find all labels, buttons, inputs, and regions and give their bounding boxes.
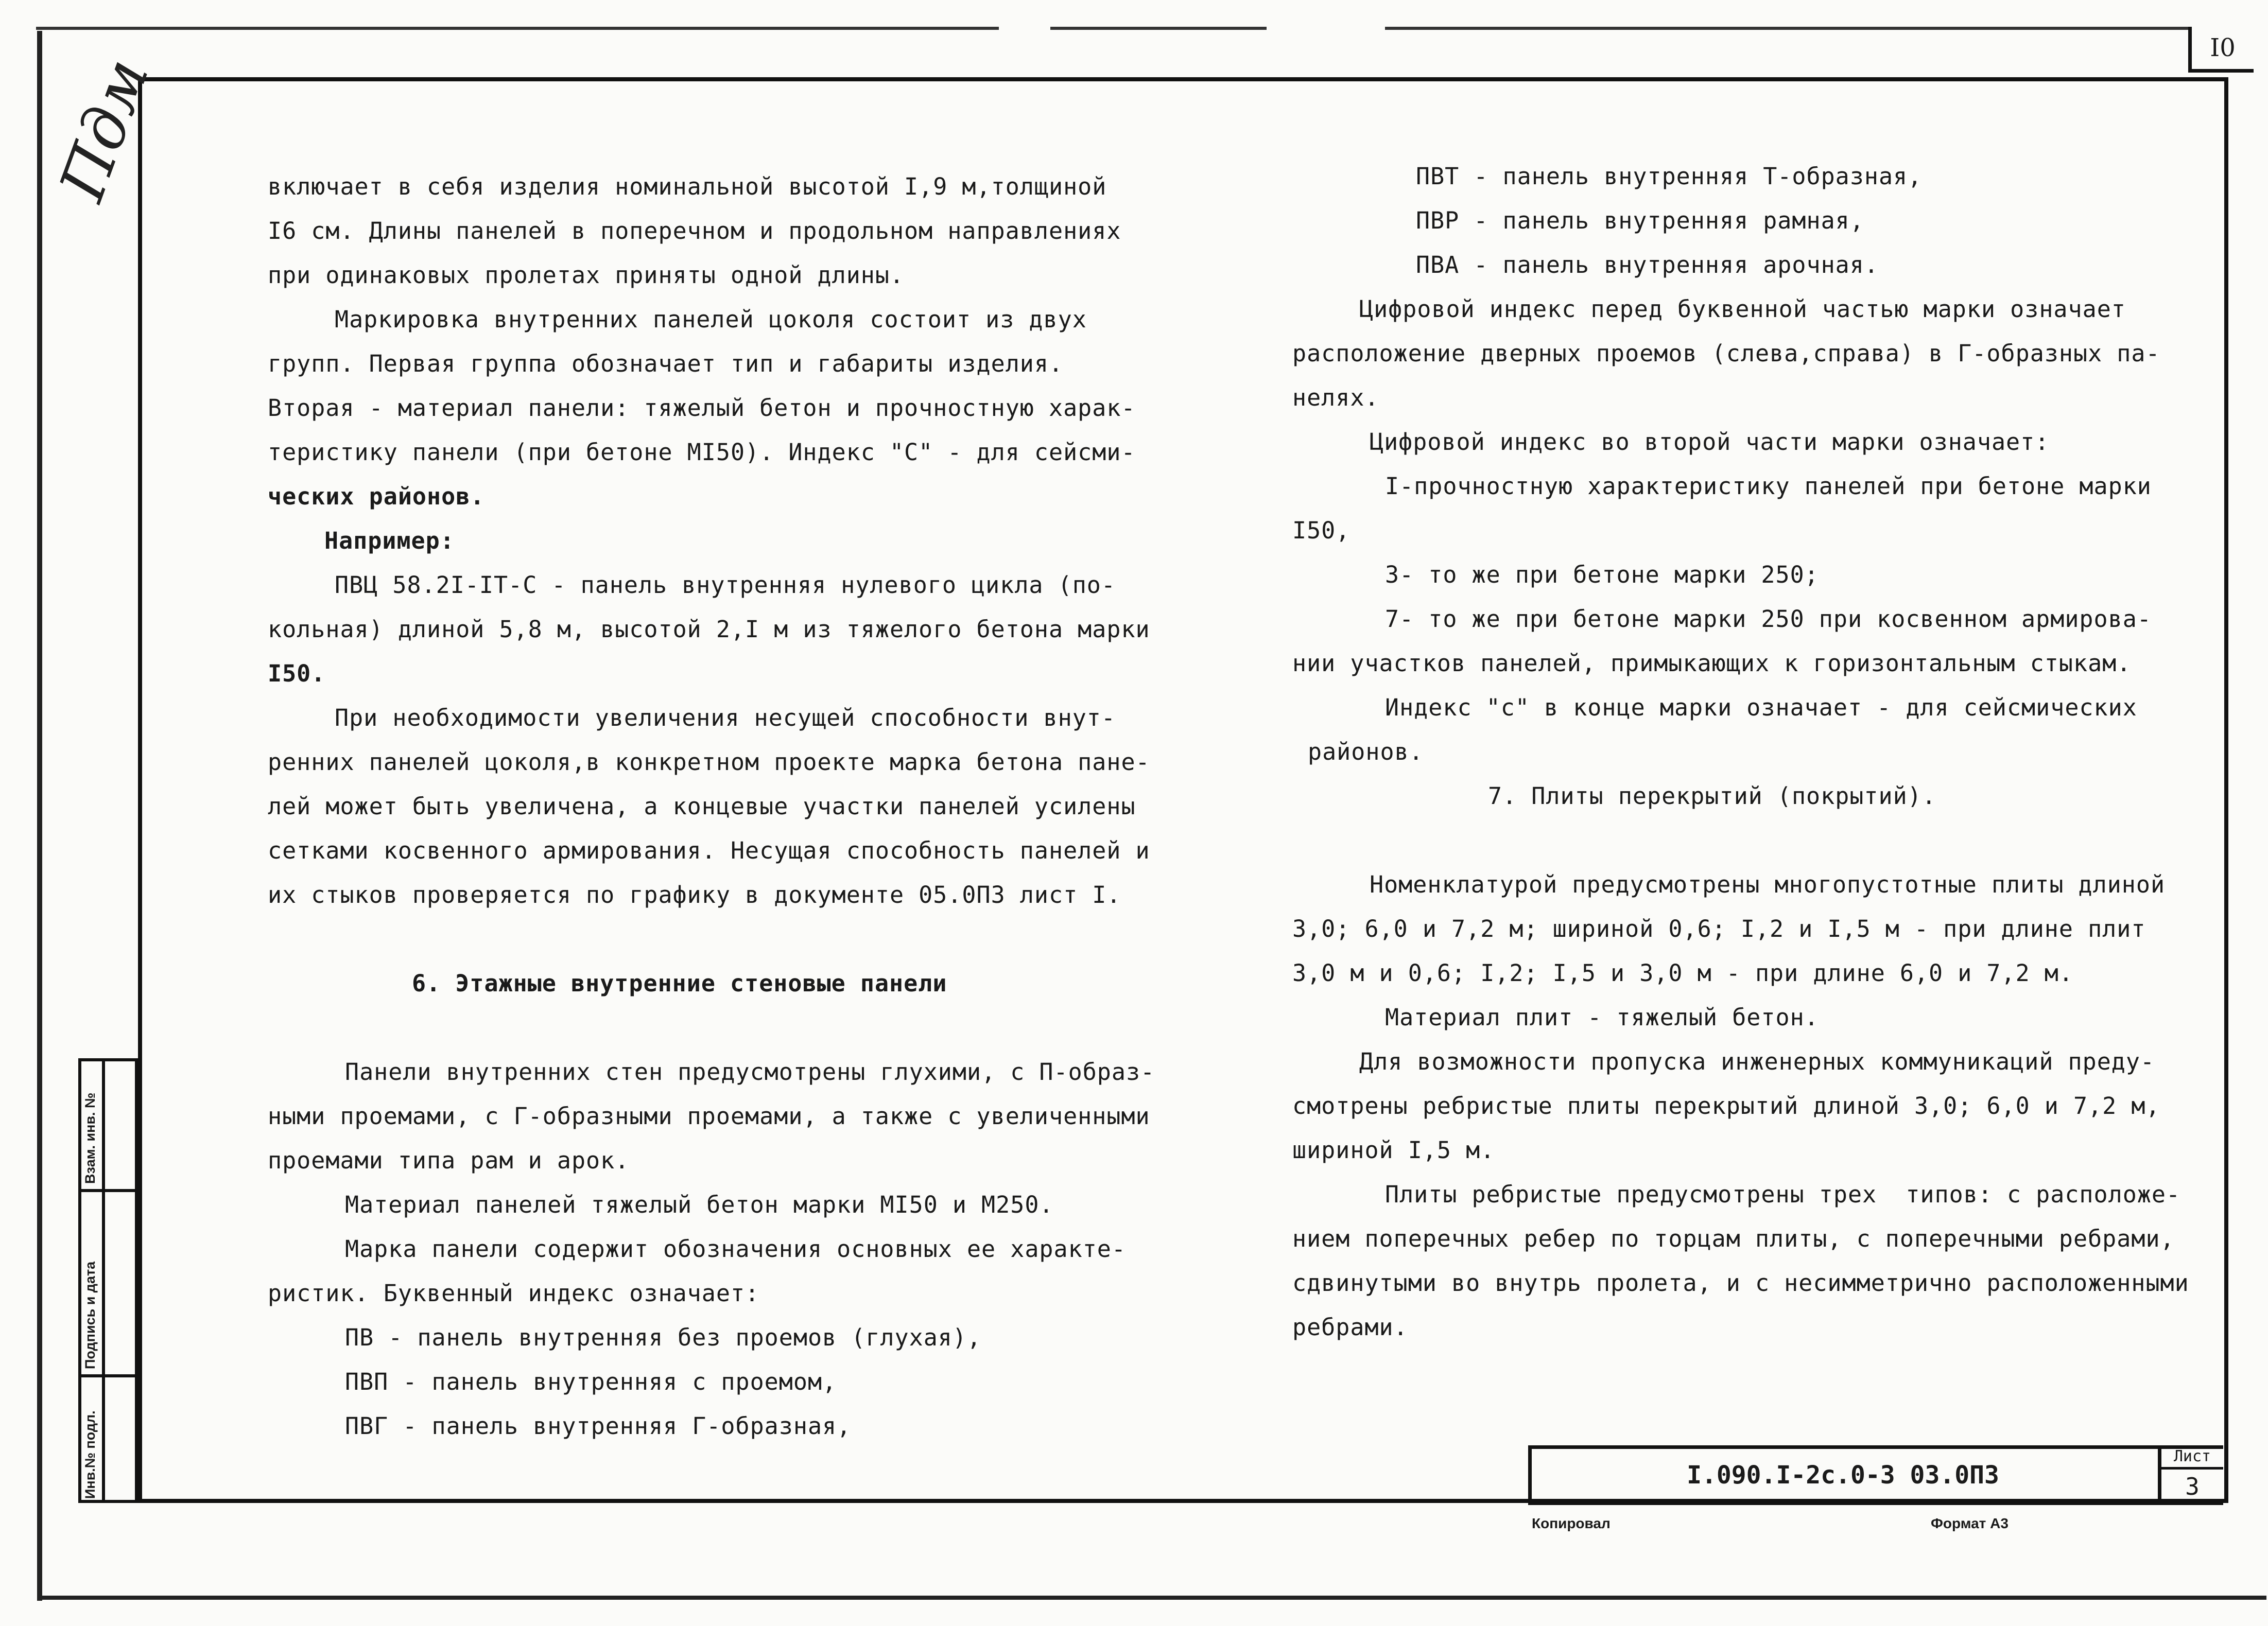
right-column-line: I50, [1292,517,1351,544]
left-column-line: ренних панелей цоколя,в конкретном проекте марка бетона пане- [268,748,1150,776]
left-column-line: I6 см. Длины панелей в поперечном и продольном направлениях [268,217,1121,244]
right-column-line: районов. [1308,738,1424,765]
right-column-line: Материал плит - тяжелый бетон. [1385,1004,1819,1031]
right-column-line: ПВА - панель внутренняя арочная. [1416,251,1879,278]
right-column-line [1292,818,2168,863]
sheet-number: 3 [2185,1473,2200,1500]
right-text-column [1292,154,2189,1350]
left-column-line: их стыков проверяется по графику в документе 05.0ПЗ лист I. [268,881,1121,908]
left-column-line: кольная) длиной 5,8 м, высотой 2,I м из тяжелого бетона марки [268,616,1150,643]
page-number: I0 [2188,27,2254,73]
right-column-line: ПВР - панель внутренняя рамная, [1416,207,1864,234]
margin-label-signature-date: Подпись и дата [82,1261,98,1369]
right-column-line: 7- то же при бетоне марки 250 при косвенном армирова- [1385,605,2152,633]
footer-format: Формат А3 [1931,1515,2009,1531]
right-column-line: 7. Плиты перекрытий (покрытий). [1488,782,1936,810]
left-column-line: при одинаковых пролетах приняты одной длины. [268,261,905,289]
right-column-line: ПВТ - панель внутренняя Т-образная, [1416,163,1923,190]
left-column-line: Маркировка внутренних панелей цоколя состоит из двух [335,306,1087,333]
left-column-line: лей может быть увеличена, а концевые участки панелей усилены [268,793,1136,820]
right-column-line: расположение дверных проемов (слева,справа) в Г-образных па- [1292,340,2160,367]
sheet-label: Лист [2161,1446,2223,1470]
right-column-line: нии участков панелей, примыкающих к горизонтальным стыкам. [1292,650,2132,677]
left-column-line: групп. Первая группа обозначает тип и габариты изделия. [268,350,1064,377]
left-column-line: включает в себя изделия номинальной высотой I,9 м,толщиной [268,173,1107,200]
right-column-line: 3- то же при бетоне марки 250; [1385,561,1819,588]
left-column-line: ПВ - панель внутренняя без проемов (глухая), [345,1324,982,1351]
left-column-line: ПВП - панель внутренняя с проемом, [345,1368,837,1395]
left-column-line: ристик. Буквенный индекс означает: [268,1280,760,1307]
right-column-line: Цифровой индекс перед буквенной частью марки означает [1359,295,2126,323]
left-column-line: теристику панели (при бетоне МI50). Индекс "С" - для сейсми- [268,439,1136,466]
right-column-line: 3,0; 6,0 и 7,2 м; шириной 0,6; I,2 и I,5 м - при длине плит [1292,915,2146,942]
right-column-line: Цифровой индекс во второй части марки означает: [1370,428,2050,456]
left-text-column [268,165,1155,1448]
right-column-line: смотрены ребристые плиты перекрытий длиной 3,0; 6,0 и 7,2 м, [1292,1092,2160,1120]
left-column-line: сетками косвенного армирования. Несущая способность панелей и [268,837,1150,864]
left-column-line [268,1006,1122,1050]
right-column-line: ребрами. [1292,1314,1408,1341]
left-column-line: ПВГ - панель внутренняя Г-образная, [345,1412,852,1440]
margin-label-inv-no: Инв.№ подл. [82,1410,98,1499]
margin-label-replace-inv: Взам. инв. № [82,1092,98,1184]
outer-border-bottom [37,1596,2266,1600]
left-column-line: ными проемами, с Г-образными проемами, а также с увеличенными [268,1103,1150,1130]
right-column-line: I-прочностную характеристику панелей при бетоне марки [1385,473,2152,500]
outer-border-left [37,31,42,1601]
left-column-line [268,917,1122,961]
left-column-line: Материал панелей тяжелый бетон марки МI50 и М250. [345,1191,1054,1218]
right-column-line: нием поперечных ребер по торцам плиты, с поперечными ребрами, [1292,1225,2175,1252]
right-column-line: нелях. [1292,384,1379,411]
right-column-line: Плиты ребристые предусмотрены трех типов: с расположе- [1385,1181,2181,1208]
left-column-line: проемами типа рам и арок. [268,1147,630,1174]
footer-copied: Копировал [1532,1515,1611,1531]
right-column-line: 3,0 м и 0,6; I,2; I,5 и 3,0 м - при длине 6,0 и 7,2 м. [1292,959,2073,987]
left-column-line: 6. Этажные внутренние стеновые панели [412,970,947,997]
right-column-line: Для возможности пропуска инженерных коммуникаций преду- [1359,1048,2155,1075]
left-column-line: Вторая - материал панели: тяжелый бетон и прочностную харак- [268,394,1136,422]
left-column-line: ческих районов. [268,483,485,510]
left-column-line: Например: [324,527,455,554]
document-code: I.090.I-2с.0-3 03.0ПЗ [1528,1445,2161,1505]
left-column-line: I50. [268,660,326,687]
left-column-line: Панели внутренних стен предусмотрены глухими, с П-образ- [345,1058,1155,1086]
right-column-line: Номенклатурой предусмотрены многопустотные плиты длиной [1370,871,2166,898]
left-column-line: ПВЦ 58.2I-IТ-С - панель внутренняя нулевого цикла (по- [335,571,1116,599]
left-column-line: При необходимости увеличения несущей способности внут- [335,704,1116,731]
right-column-line: Индекс "с" в конце марки означает - для сейсмических [1385,694,2137,721]
left-column-line: Марка панели содержит обозначения основных ее характе- [345,1235,1126,1263]
handwritten-signature: Пдм [46,49,163,210]
right-column-line: сдвинутыми во внутрь пролета, и с несимметрично расположенными [1292,1269,2189,1297]
right-column-line: шириной I,5 м. [1292,1137,1495,1164]
